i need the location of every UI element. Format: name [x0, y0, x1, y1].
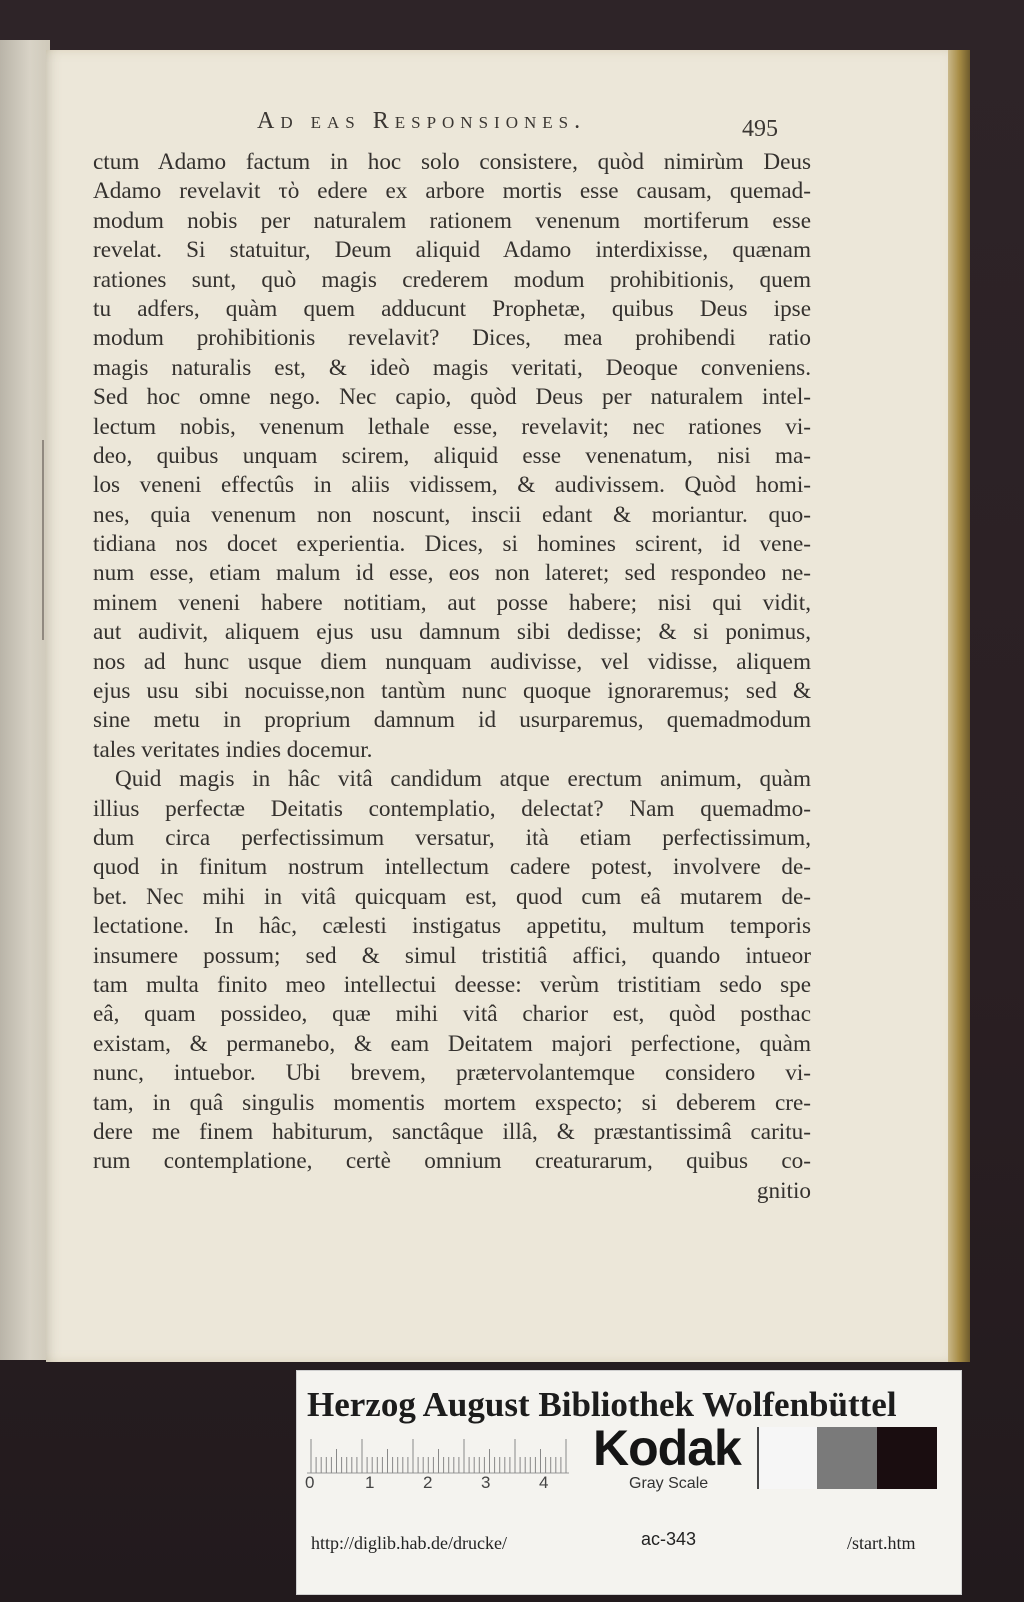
text-line: eâ, quam possideo, quæ mihi vitâ charior est, quòd posthac	[93, 1001, 811, 1028]
kodak-logo: Kodak	[593, 1420, 741, 1476]
text-line: num esse, etiam malum id esse, eos non lateret; sed respondeo ne-	[93, 560, 811, 587]
text-line: Adamo revelavit τὸ edere ex arbore mortis esse causam, quemad-	[93, 178, 811, 205]
page-gilt-edge	[948, 50, 970, 1362]
text-line: dum circa perfectissimum versatur, ità etiam perfectissimum,	[93, 824, 811, 851]
text-line: dere me finem habiturum, sanctâque illâ, & præstantissimâ caritu-	[93, 1118, 811, 1145]
text-line: nos ad hunc usque diem nunquam audivisse, vel vidisse, aliquem	[93, 648, 811, 675]
text-line: bet. Nec mihi in vitâ quicquam est, quod cum eâ mutarem de-	[93, 883, 811, 910]
text-line: lectum nobis, venenum lethale esse, revelavit; nec rationes vi-	[93, 413, 811, 440]
text-line: sine metu in proprium damnum id usurparemus, quemadmodum	[93, 707, 811, 734]
gray-patch-white	[759, 1427, 817, 1489]
gray-scale-patches	[757, 1427, 937, 1489]
page-number: 495	[742, 116, 778, 142]
ruler-label: 3	[481, 1473, 491, 1492]
text-line: minem veneni habere notitiam, aut posse habere; nisi qui vidit,	[93, 589, 811, 616]
previous-page-edge	[0, 40, 50, 1360]
text-line: Sed hoc omne nego. Nec capio, quòd Deus per naturalem intel-	[93, 384, 811, 411]
text-line: aut audivit, aliquem ejus usu damnum sibi dedisse; & si ponimus,	[93, 619, 811, 646]
url-left: http://diglib.hab.de/drucke/	[311, 1533, 507, 1553]
text-line: rum contemplatione, certè omnium creaturarum, quibus co-	[93, 1148, 811, 1175]
text-line: tidiana nos docet experientia. Dices, si homines scirent, id vene-	[93, 531, 811, 558]
text-line: los veneni effectûs in aliis vidissem, & audivissem. Quòd homi-	[93, 472, 811, 499]
ruler-label: 0	[305, 1473, 315, 1492]
ruler-labels	[303, 1473, 573, 1495]
text-line: modum prohibitionis revelavit? Dices, mea prohibendi ratio	[93, 325, 811, 352]
text-line: nunc, intuebor. Ubi brevem, prætervolantemque considero vi-	[93, 1060, 811, 1087]
text-line: existam, & permanebo, & eam Deitatem majori perfectione, quàm	[93, 1030, 811, 1057]
margin-marks	[42, 440, 50, 640]
text-line: deo, quibus unquam scirem, aliquid esse venenatum, nisi ma-	[93, 442, 811, 469]
library-name: Herzog August Bibliothek Wolfenbüttel	[307, 1385, 897, 1424]
gray-patch-black	[877, 1427, 937, 1489]
call-number: ac-343	[641, 1529, 697, 1549]
text-line: tam multa finito meo intellectui deesse: verùm tristitiam sedo spe	[93, 971, 811, 998]
text-line: nes, quia venenum non noscunt, inscii edant & moriantur. quo-	[93, 501, 811, 528]
text-line: quod in finitum nostrum intellectum cadere potest, involvere de-	[93, 854, 811, 881]
text-line: rationes sunt, quò magis crederem modum prohibitionis, quem	[93, 266, 811, 293]
text-line: illius perfectæ Deitatis contemplatio, delectat? Nam quemadmo-	[93, 795, 811, 822]
text-line: magis naturalis est, & ideò magis veritati, Deoque conveniens.	[93, 354, 811, 381]
text-line: revelat. Si statuitur, Deum aliquid Adamo interdixisse, quænam	[93, 237, 811, 264]
text-line: tam, in quâ singulis momentis mortem exspecto; si deberem cre-	[93, 1089, 811, 1116]
text-line: modum nobis per naturalem rationem venenum mortiferum esse	[93, 207, 811, 234]
text-line: tu adfers, quàm quem adducunt Prophetæ, quibus Deus ipse	[93, 295, 811, 322]
text-line: ejus usu sibi nocuisse,non tantùm nunc quoque ignoraremus; sed &	[93, 678, 811, 705]
color-calibration-target	[296, 1370, 962, 1595]
gray-patch-mid	[817, 1427, 877, 1489]
running-head: Ad eas Responsiones.	[257, 108, 587, 134]
ruler-label: 2	[423, 1473, 433, 1492]
catchword: gnitio	[756, 1177, 811, 1204]
text-line: lectatione. In hâc, cælesti instigatus appetitu, multum temporis	[93, 913, 811, 940]
text-line: ctum Adamo factum in hoc solo consistere, quòd nimirùm Deus	[93, 149, 811, 175]
url-right: /start.htm	[847, 1533, 916, 1553]
ruler-scale	[307, 1437, 569, 1477]
text-line: insumere possum; sed & simul tristitiâ affici, quando intueor	[93, 942, 811, 969]
text-line: Quid magis in hâc vitâ candidum atque erectum animum, quàm	[115, 766, 811, 793]
ruler-label: 4	[539, 1473, 549, 1492]
body-text	[93, 148, 811, 1206]
ruler-label: 1	[365, 1473, 375, 1492]
text-line: tales veritates indies docemur.	[93, 736, 373, 763]
gray-scale-label: Gray Scale	[629, 1475, 709, 1492]
